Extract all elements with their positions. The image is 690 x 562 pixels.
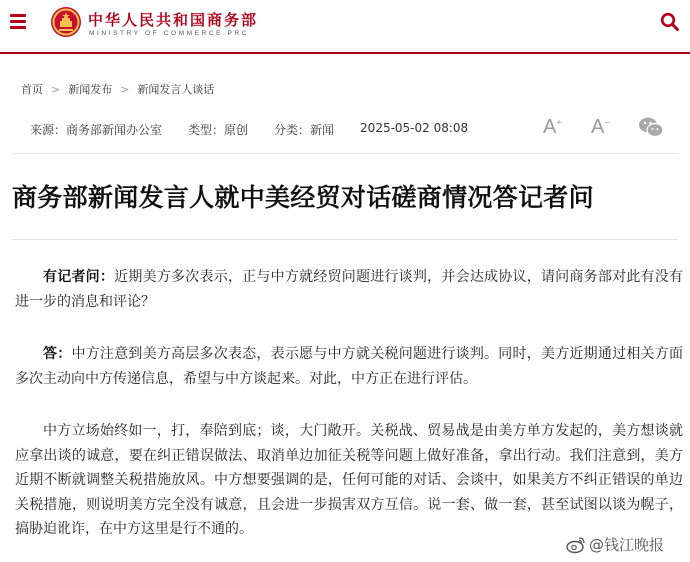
article-answer bbox=[15, 342, 683, 391]
breadcrumb-home[interactable]: 首页 bbox=[21, 83, 43, 96]
article-title: 商务部新闻发言人就中美经贸对话磋商情况答记者问 bbox=[12, 183, 594, 212]
site-logo-subtitle: MINISTRY OF COMMERCE.PRC bbox=[89, 30, 250, 37]
menu-icon[interactable] bbox=[10, 14, 26, 30]
site-logo-title[interactable]: 中华人民共和国商务部 bbox=[88, 11, 259, 29]
breadcrumb bbox=[21, 81, 214, 97]
article-paragraph: 中方立场始终如一，打，奉陪到底；谈，大门敞开。关税战、贸易战是由美方单方发起的，美方想谈就应拿出谈的诚意，要在纠正错误做法、取消单边加征关税等问题上做好准备，拿出行动。我们注意到，美方近期不断就调整关税措施放风。中方想要强调的是，任何可能的对话、会谈中，如果美方不纠正错误的单边关税措施，则说明美方完全没有诚意，且会进一步损害双方互信。说一套、做一套，甚至试图以谈为幌子，搞胁迫讹诈，在中方这里是行不通的。 bbox=[15, 423, 683, 537]
national-emblem-icon[interactable] bbox=[50, 6, 82, 38]
breadcrumb-spokesperson-talks[interactable]: 新闻发言人谈话 bbox=[137, 83, 215, 96]
answer-label: 答： bbox=[43, 346, 72, 362]
search-icon[interactable] bbox=[660, 12, 680, 32]
divider bbox=[12, 153, 678, 154]
meta-date: 2025-05-02 08:08 bbox=[360, 121, 469, 135]
meta-type: 类型：原创 bbox=[188, 123, 249, 137]
site-header bbox=[0, 0, 690, 54]
watermark bbox=[566, 534, 664, 555]
chevron-right-icon: > bbox=[51, 82, 61, 96]
meta-source: 来源：商务部新闻办公室 bbox=[30, 123, 163, 137]
chevron-right-icon: > bbox=[120, 82, 130, 96]
font-size-smaller-button[interactable]: A− bbox=[591, 116, 610, 138]
weibo-icon bbox=[566, 536, 586, 554]
article-meta bbox=[30, 121, 494, 138]
question-text: 近期美方多次表示，正与中方就经贸问题进行谈判，并会达成协议，请问商务部对此有没有进一步的消息和评论？ bbox=[15, 269, 684, 310]
question-label: 有记者问： bbox=[43, 269, 115, 285]
watermark-text: @钱江晚报 bbox=[589, 536, 665, 554]
wechat-icon[interactable] bbox=[638, 115, 664, 139]
breadcrumb-news-release[interactable]: 新闻发布 bbox=[68, 83, 113, 96]
meta-category: 分类：新闻 bbox=[274, 123, 335, 137]
article-question bbox=[15, 265, 683, 314]
answer-text: 中方注意到美方高层多次表态，表示愿与中方就关税问题进行谈判。同时，美方近期通过相关方面多次主动向中方传递信息，希望与中方谈起来。对此，中方正在进行评估。 bbox=[15, 346, 684, 387]
font-size-larger-button[interactable]: A+ bbox=[543, 116, 562, 138]
divider bbox=[12, 239, 678, 240]
